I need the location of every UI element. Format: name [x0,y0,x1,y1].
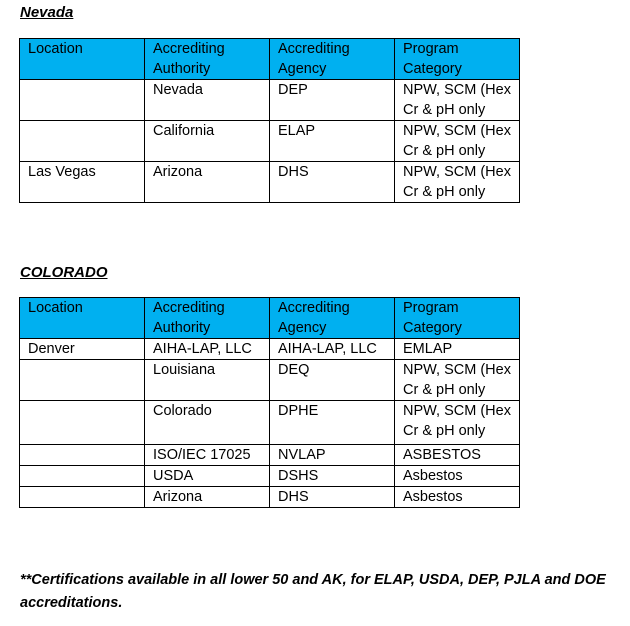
table-header-row [20,39,520,80]
cell-agency: DEQ [270,360,395,401]
cell-agency: ELAP [270,121,395,162]
cell-authority: Arizona [145,487,270,508]
header-accrediting-agency: Accrediting Agency [270,39,395,80]
table-row [20,121,520,162]
header-program-category: Program Category [395,39,520,80]
cell-location [20,445,145,466]
cell-category: ASBESTOS [395,445,520,466]
cell-agency: DPHE [270,401,395,445]
header-accrediting-authority: Accrediting Authority [145,39,270,80]
cell-category: NPW, SCM (Hex Cr & pH only [395,162,520,203]
cell-location: Las Vegas [20,162,145,203]
colorado-section-title: COLORADO [20,264,108,281]
cell-agency: DEP [270,80,395,121]
cell-location [20,401,145,445]
cell-location [20,466,145,487]
cell-location: Denver [20,339,145,360]
table-header-row [20,298,520,339]
header-location: Location [20,298,145,339]
table-row [20,339,520,360]
cell-authority: Arizona [145,162,270,203]
certifications-footnote: **Certifications available in all lower 50 and AK, for ELAP, USDA, DEP, PJLA and DOE accreditations. [20,572,606,611]
cell-location [20,121,145,162]
nevada-section-title: Nevada [20,4,74,21]
cell-category: NPW, SCM (Hex Cr & pH only [395,401,520,445]
cell-location [20,360,145,401]
table-row [20,162,520,203]
header-location: Location [20,39,145,80]
cell-location [20,80,145,121]
cell-location [20,487,145,508]
cell-agency: AIHA-LAP, LLC [270,339,395,360]
header-accrediting-authority: Accrediting Authority [145,298,270,339]
cell-category: Asbestos [395,487,520,508]
cell-category: NPW, SCM (Hex Cr & pH only [395,80,520,121]
cell-category: NPW, SCM (Hex Cr & pH only [395,360,520,401]
cell-authority: Colorado [145,401,270,445]
table-row [20,80,520,121]
cell-category: EMLAP [395,339,520,360]
table-row [20,401,520,445]
nevada-accreditation-table [19,38,520,203]
table-row [20,360,520,401]
cell-authority: Nevada [145,80,270,121]
header-program-category: Program Category [395,298,520,339]
colorado-accreditation-table [19,297,520,508]
header-accrediting-agency: Accrediting Agency [270,298,395,339]
cell-agency: DHS [270,162,395,203]
cell-agency: DSHS [270,466,395,487]
cell-authority: Louisiana [145,360,270,401]
cell-authority: ISO/IEC 17025 [145,445,270,466]
cell-agency: DHS [270,487,395,508]
table-row [20,445,520,466]
cell-authority: USDA [145,466,270,487]
table-row [20,466,520,487]
cell-authority: California [145,121,270,162]
table-row [20,487,520,508]
cell-category: NPW, SCM (Hex Cr & pH only [395,121,520,162]
cell-category: Asbestos [395,466,520,487]
cell-agency: NVLAP [270,445,395,466]
cell-authority: AIHA-LAP, LLC [145,339,270,360]
